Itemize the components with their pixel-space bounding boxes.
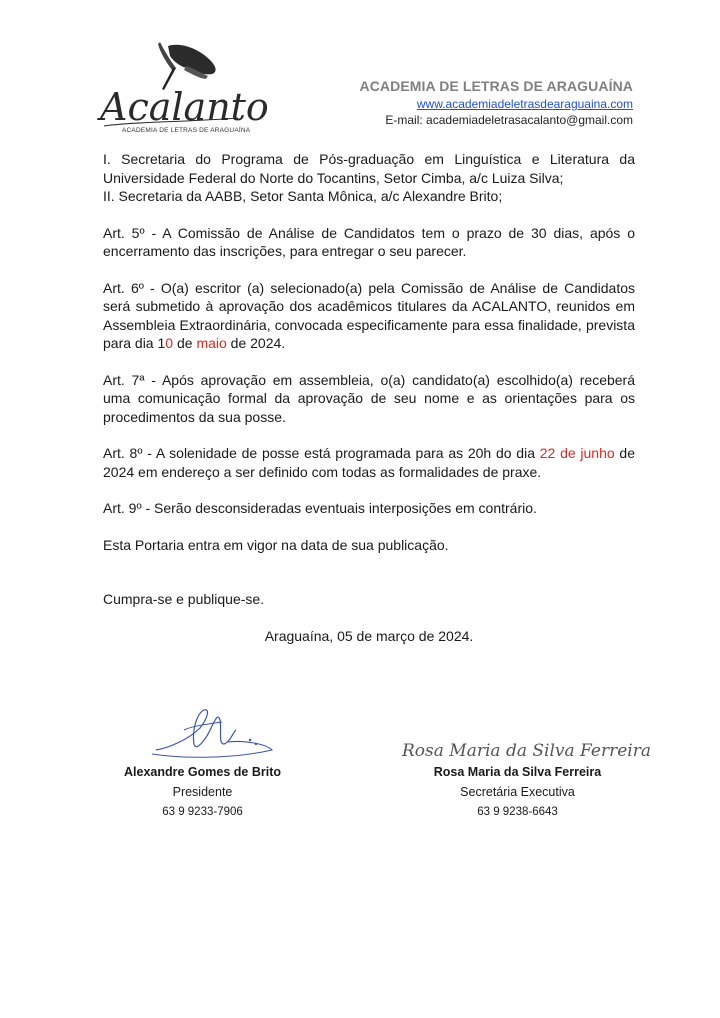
item-1: I. Secretaria do Programa de Pós-graduação em Linguística e Literatura da Universidade Federal do Norte do Tocantins, Setor Cimba, a/c Luiza Silva; [103,151,635,186]
article-6-text-b: de [173,335,197,351]
article-7: Art. 7ª - Após aprovação em assembleia, o(a) candidato(a) escolhido(a) receberá uma comunicação formal da aprovação de seu nome e as orientações para os procedimentos da sua posse. [103,371,635,425]
org-name: ACADEMIA DE LETRAS DE ARAGUAÍNA [359,78,633,94]
signer-name: Rosa Maria da Silva Ferreira [433,765,602,779]
article-8-text-a: Art. 8º - A solenidade de posse está programada para as 20h do dia [103,445,540,461]
signer-name: Alexandre Gomes de Brito [124,765,281,779]
article-6 [103,279,635,353]
signer-role: Secretária Executiva [460,785,575,799]
article-6-text-c: de 2024. [226,335,286,351]
signature-left-image [148,700,278,767]
article-6-highlight-day: 0 [165,335,174,351]
logo-subtitle: ACADEMIA DE LETRAS DE ARAGUAÍNA [122,127,251,134]
document-body [103,150,635,645]
org-email: E-mail: academiadeletrasacalanto@gmail.com [385,113,633,127]
logo-wordmark: Acalanto [100,85,269,129]
academy-logo [98,38,269,138]
article-6-text-a: Art. 6º - O(a) escritor (a) selecionado(a) pela Comissão de Análise de Candidatos será submetido à aprovação dos acadêmicos titulares da ACALANTO, reunidos em Assembleia Extraordinária, convocada especificamente para essa finalidade, prevista para dia 1 [103,279,635,351]
cumpra-statement: Cumpra-se e publique-se. [103,591,265,607]
item-2: II. Secretaria da AABB, Setor Santa Mônica, a/c Alexandre Brito; [103,188,503,204]
article-8-highlight-date: 22 de junho [539,445,615,461]
signature-block-president [100,762,305,822]
signer-role: Presidente [172,785,233,799]
org-header [359,78,633,127]
article-8-text-b: de 2024 em endereço a ser definido com todas as formalidades de praxe. [103,445,635,480]
article-9: Art. 9º - Serão desconsideradas eventuais interposições em contrário. [103,500,537,516]
quill-hand-icon [98,38,269,138]
signer-phone: 63 9 9238-6643 [477,806,558,818]
signature-block-secretary [405,762,630,822]
vigor-statement: Esta Portaria entra em vigor na data de sua publicação. [103,536,449,553]
article-6-highlight-month: maio [196,335,227,351]
signature-right-handwriting: Rosa Maria da Silva Ferreira [402,741,651,761]
signer-phone: 63 9 9233-7906 [162,806,243,818]
article-5: Art. 5º - A Comissão de Análise de Candidatos tem o prazo de 30 dias, após o encerramento das inscrições, para entregar o seu parecer. [103,224,635,259]
date-line: Araguaína, 05 de março de 2024. [264,627,474,644]
website-link[interactable]: www.academiadeletrasdearaguaina.com [416,97,633,111]
article-8 [103,444,635,481]
